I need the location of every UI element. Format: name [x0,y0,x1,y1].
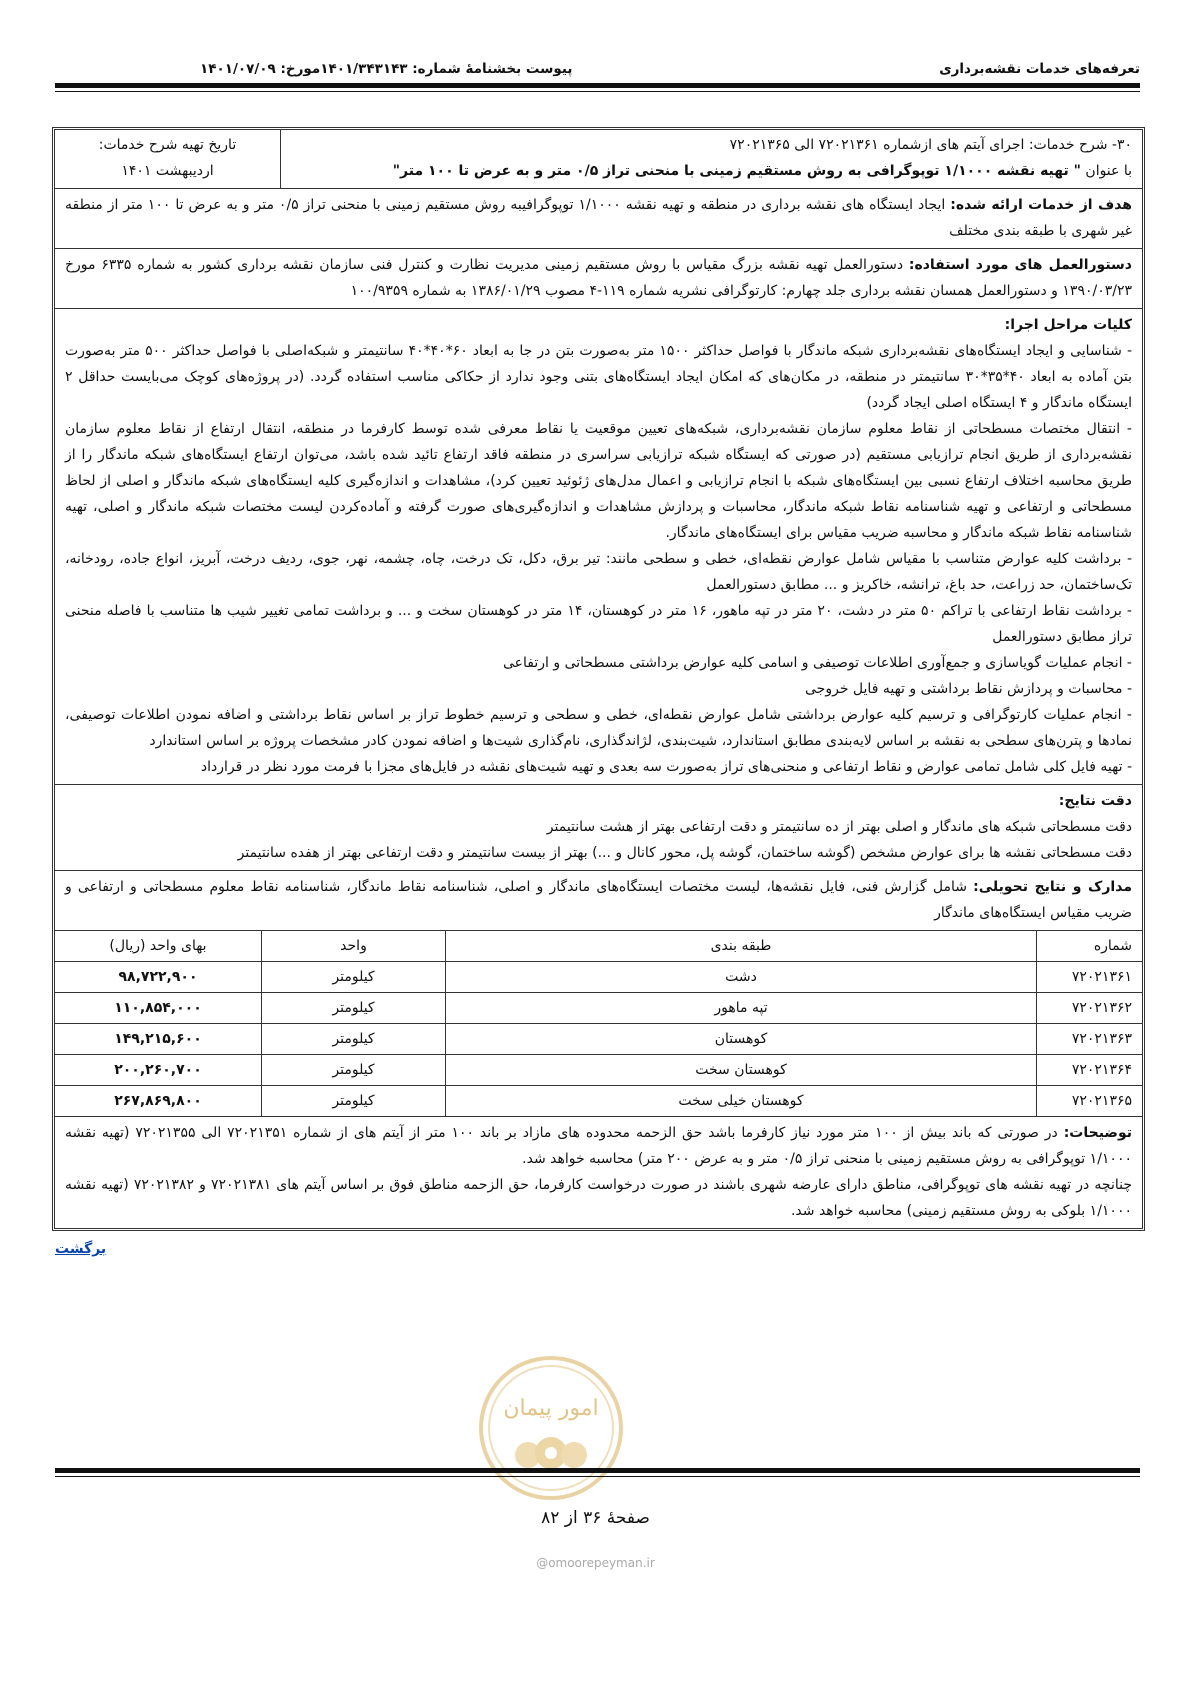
header-unit: واحد [261,931,445,962]
row-code: ۷۲۰۲۱۳۶۴ [1036,1055,1142,1086]
step-item: - شناسایی و ایجاد ایستگاه‌های نقشه‌برداری شبکه ماندگار با فواصل حداکثر ۱۵۰۰ متر به‌صورت بتن در جا به ابعاد ۶۰*۴۰*۴۰ سانتیمتر و شبکه‌اصلی با فواصل حداکثر ۵۰۰ متر به‌صورت بتن آماده به ابعاد ۴۰*۳۵*۳۰ سانتیمتر در منطقه، در مکان‌های که امکان ایجاد ایستگاه‌های بتنی وجود ندارد از حکاکی مناسب استفاده گردد. (در پروژه‌های کوچک می‌بایست حداقل ۲ ایستگاه ماندگار و ۴ ایستگاه اصلی ایجاد گردد) [65,343,1133,411]
instructions-text: دستورالعمل تهیه نقشه بزرگ مقیاس با روش مستقیم زمینی مدیریت نظارت و کنترل فنی سازمان نقشه برداری کشور به شماره ۶۳۳۵ مورخ ۱۳۹۰/۰۳/۲۳ و دستورالعمل همسان نقشه برداری جلد چهارم: کارتوگرافی نشریه شماره ۱۱۹-۴ مصوب ۱۳۸۶/۰۱/۲۹ به شماره ۱۰۰/۹۳۵۹ [65,257,1132,299]
step-item: - تهیه فایل کلی شامل تمامی عوارض و نقاط ارتفاعی و منحنی‌های تراز به‌صورت سه بعدی و تهیه شیت‌های نقشه در فایل‌های مجزا با فرمت مورد نظر در قرارداد [200,759,1132,775]
table-row [55,1024,1142,1055]
step-item: - برداشت نقاط ارتفاعی با تراکم ۵۰ متر در دشت، ۲۰ متر در تپه ماهور، ۱۶ متر در کوهستان، ۱۴ متر در کوهستان سخت و ... و برداشت تمامی تغییر شیب ها متناسب با فاصله منحنی تراز مطابق دستورالعمل [65,603,1132,645]
table-row [55,1055,1142,1086]
row-price: ۱۴۹,۲۱۵,۶۰۰ [55,1024,261,1055]
service-date-cell [55,130,280,188]
header-rule-thick [55,83,1140,88]
footer-rule-thin [55,1476,1140,1477]
row-unit: کیلومتر [261,1086,445,1116]
table-row [55,993,1142,1024]
goal-text: ایجاد ایستگاه های نقشه برداری در منطقه و تهیه نقشه ۱/۱۰۰۰ توپوگرافیبه روش مستقیم زمینی با منحنی تراز ۰/۵ متر و به عرض تا ۱۰۰ متر از منطقه غیر شهری با طبقه بندی مختلف [65,197,1132,239]
row-code: ۷۲۰۲۱۳۶۵ [1036,1086,1142,1116]
row-price: ۹۸,۷۲۲,۹۰۰ [55,962,261,993]
steps-label: کلیات مراحل اجرا: [1004,317,1132,333]
document-title: تعرفه‌های خدمات نقشه‌برداری [939,61,1140,77]
notes-row [55,1117,1142,1228]
row-price: ۱۱۰,۸۵۴,۰۰۰ [55,993,261,1024]
goal-row [55,189,1142,249]
website-watermark: @omoorepeyman.ir [536,1556,655,1570]
notes-label: توضیحات: [1063,1125,1132,1141]
row-category: دشت [445,962,1036,993]
price-table [55,931,1142,1116]
row-code: ۷۲۰۲۱۳۶۲ [1036,993,1142,1024]
footer-rule-thick [55,1468,1140,1473]
accuracy-item: دقت مسطحاتی شبکه های ماندگار و اصلی بهتر از ده سانتیمتر و دقت ارتفاعی بهتر از هشت سانتیمتر [546,819,1132,835]
accuracy-label: دقت نتایج: [1058,793,1132,809]
accuracy-item: دقت مسطحاتی نقشه ها برای عوارض مشخص (گوشه ساختمان، گوشه پل، محور کانال و ...) بهتر از بیست سانتیمتر و دقت ارتفاعی بهتر از هفده سانتیمتر [237,845,1132,861]
steps-row [55,309,1142,785]
row-category: کوهستان خیلی سخت [445,1086,1036,1116]
header-category: طبقه بندی [445,931,1036,962]
header-price: بهای واحد (ریال) [55,931,261,962]
step-item: - انتقال مختصات مسطحاتی از نقاط معلوم سازمان نقشه‌برداری، شبکه‌های تعیین موقعیت یا نقاط معرفی شده توسط کارفرما در منطقه، انتقال ارتفاع از نقاط معلوم سازمان نقشه‌برداری از طریق انجام ترازیابی مستقیم (در صورتی که ایستگاه شبکه ترازیابی سراسری در منطقه فاقد ارتفاع تائید شده باشد، می‌توان ارتفاع ایستگاه‌های شبکه ماندگار را از طریق محاسبه اختلاف ارتفاع نسبی بین ایستگاه‌های شبکه با انجام ترازیابی و اعمال مدل‌های ژئوئید تعیین کرد)، مشاهدات و اندازه‌گیری کلیه ایستگاه‌های شبکه ماندگار و اصلی از لحاظ مسطحاتی و ارتفاعی و تهیه شناسنامه نقاط شبکه ماندگار، محاسبات و پردازش مشاهدات و اندازه‌گیری‌های صورت گرفته و آماده‌کردن لیست مختصات شبکه ماندگار و اصلی، تهیه شناسنامه نقاط شبکه ماندگار و محاسبه ضریب مقیاس برای ایستگاه‌های ماندگار. [65,421,1132,541]
header-code: شماره [1036,931,1142,962]
row-price: ۲۰۰,۲۶۰,۷۰۰ [55,1055,261,1086]
step-item: - انجام عملیات گویاسازی و جمع‌آوری اطلاعات توصیفی و اسامی کلیه عوارض برداشتی مسطحاتی و ارتفاعی [503,655,1132,671]
row-unit: کیلومتر [261,962,445,993]
omoor-peyman-watermark-logo [476,1353,626,1503]
watermark-text: امور پیمان [503,1396,599,1421]
table-row [55,962,1142,993]
row-category: کوهستان سخت [445,1055,1036,1086]
service-description [280,130,1142,188]
date-label: تاریخ تهیه شرح خدمات: [98,137,237,153]
goal-label: هدف از خدمات ارائه شده: [950,197,1133,213]
row-price: ۲۶۷,۸۶۹,۸۰۰ [114,1093,202,1109]
notes-text-2: چنانچه در تهیه نقشه های توپوگرافی، مناطق دارای عارضه شهری باشند در صورت درخواست کارفرما، حق الزحمه مناطق فوق بر اساس آیتم های ۷۲۰۲۱۳۸۱ و ۷۲۰۲۱۳۸۲ (تهیه نقشه ۱/۱۰۰۰ بلوکی به روش مستقیم زمینی) محاسبه خواهد شد. [65,1177,1132,1219]
row-category: تپه ماهور [445,993,1036,1024]
row-category: کوهستان [445,1024,1036,1055]
step-item: - برداشت کلیه عوارض متناسب با مقیاس شامل عوارض نقطه‌ای، خطی و سطحی مانند: تیر برق، دکل، تک درخت، چاه، چشمه، نهر، جوی، ردیف درخت، آبریز، انواع جاده، رودخانه، تک‌ساختمان، حد زراعت، حد باغ، ترانشه، خاکریز و ... مطابق دستورالعمل [65,551,1132,593]
instructions-row [55,249,1142,309]
back-link[interactable]: برگشت [55,1241,107,1257]
price-table-wrapper [55,931,1142,1117]
table-row [55,1086,1142,1116]
table-header-row [55,931,1142,962]
attachment-info: پیوست بخشنامۀ شماره: ۱۴۰۱/۳۴۳۱۴۳مورخ: ۱۴۰۱/۰۷/۰۹ [200,61,573,77]
service-line1: ۳۰- شرح خدمات: اجرای آیتم های ازشماره ۷۲۰۲۱۳۶۱ الی ۷۲۰۲۱۳۶۵ [729,137,1132,153]
row-code: ۷۲۰۲۱۳۶۱ [1036,962,1142,993]
step-item: - محاسبات و پردازش نقاط برداشتی و تهیه فایل خروجی [805,681,1132,697]
service-line2 [291,158,1132,184]
step-item: - انجام عملیات کارتوگرافی و ترسیم کلیه عوارض برداشتی شامل عوارض نقطه‌ای، خطی و سطحی و ترسیم خطوط تراز بر اساس نقاط برداشتی و اضافه نمودن اطلاعات توصیفی، نمادها و پترن‌های سطحی به نقشه بر اساس لایه‌بندی مطابق استاندارد، شیت‌بندی، لژاندگذاری، نام‌گذاری شیت‌ها و اضافه نمودن کادر مشخصات پروژه بر اساس استاندارد [65,707,1132,749]
deliverables-label: مدارک و نتایج تحویلی: [973,879,1132,895]
row-unit: کیلومتر [261,1055,445,1086]
deliverables-row [55,871,1142,931]
deliverables-text: شامل گزارش فنی، فایل نقشه‌ها، لیست مختصات ایستگاه‌های ماندگار و اصلی، شناسنامه نقاط ماندگار، شناسنامه نقاط معلوم مسطحاتی و ارتفاعی و ضریب مقیاس ایستگاه‌های ماندگار [65,879,1132,921]
row-unit: کیلومتر [261,1024,445,1055]
accuracy-row [55,785,1142,871]
header-rule-thin [55,91,1140,92]
notes-text-1: در صورتی که باند بیش از ۱۰۰ متر مورد نیاز کارفرما باشد حق الزحمه محدوده های مازاد بر باند ۱۰۰ متر از آیتم های از شماره ۷۲۰۲۱۳۵۱ الی ۷۲۰۲۱۳۵۵ (تهیه نقشه ۱/۱۰۰۰ توپوگرافی به روش مستقیم زمینی با منحنی تراز ۰/۵ متر و به عرض ۲۰۰ متر) محاسبه خواهد شد. [65,1125,1132,1167]
service-title: " تهیه نقشه ۱/۱۰۰۰ توپوگرافی به روش مستقیم زمینی با منحنی تراز ۰/۵ متر و به عرض تا ۱۰۰ متر" [392,163,1081,179]
row-unit: کیلومتر [261,993,445,1024]
row-code: ۷۲۰۲۱۳۶۳ [1036,1024,1142,1055]
service-title-row [55,130,1142,189]
service-title-prefix: با عنوان [1085,163,1132,179]
service-frame [52,127,1145,1231]
date-value: اردیبهشت ۱۴۰۱ [121,163,214,179]
page-header [55,58,1140,80]
instructions-label: دستورالعمل های مورد استفاده: [908,257,1132,273]
page-number: صفحۀ ۳۶ از ۸۲ [541,1508,650,1528]
